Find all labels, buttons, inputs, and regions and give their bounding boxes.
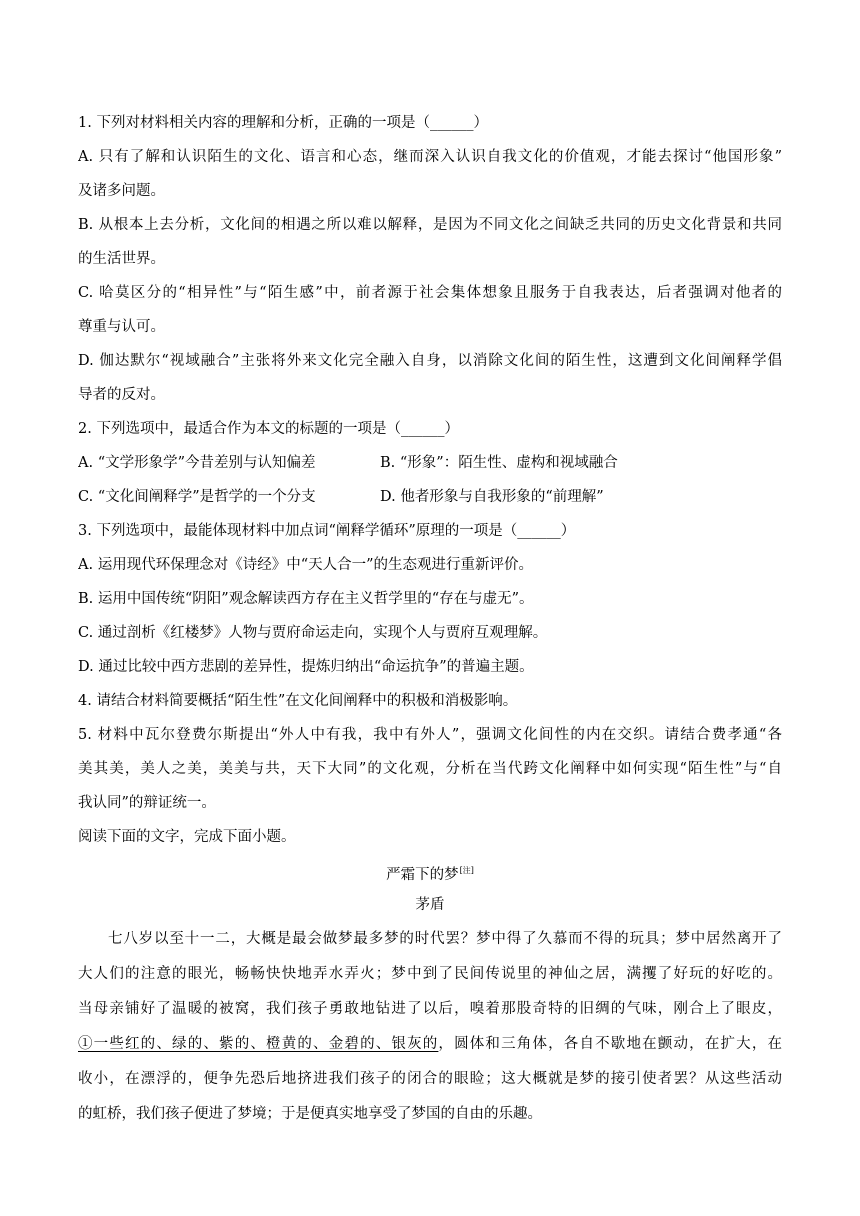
question-2-option-c: C. “文化间阐释学”是哲学的一个分支 [78, 489, 316, 505]
question-3-stem: 3. 下列选项中，最能体现材料中加点词“阐释学循环”原理的一项是（______） [78, 523, 576, 539]
document-content [78, 106, 782, 1132]
essay-paragraph-line-5: 收小，在漂浮的，便争先恐后地挤进我们孩子的闭合的眼睑；这大概就是梦的接引使者罢？从这些活动 [78, 1071, 782, 1087]
question-5-line-1: 5. 材料中瓦尔登费尔斯提出“外人中有我，我中有外人”，强调文化间性的内在交织。请结合费孝通“各 [78, 727, 782, 743]
question-5-line-2: 美其美，美人之美，美美与共，天下大同”的文化观，分析在当代跨文化阐释中如何实现“陌生性”与“自 [78, 761, 782, 777]
question-1-option-b-cont: 的生活世界。 [78, 251, 165, 267]
question-2-option-d: D. 他者形象与自我形象的“前理解” [380, 489, 604, 505]
question-3-option-d: D. 通过比较中西方悲剧的差异性，提炼归纳出“命运抗争”的普遍主题。 [78, 659, 534, 675]
question-1-option-c-cont: 尊重与认可。 [78, 319, 165, 335]
question-1-option-c: C. 哈莫区分的“相异性”与“陌生感”中，前者源于社会集体想象且服务于自我表达，后者强调对他者的 [78, 285, 782, 301]
essay-paragraph-line-3: 当母亲铺好了温暖的被窝，我们孩子勇敢地钻进了以后，嗅着那股奇特的旧绸的气味，刚合上了眼皮， [78, 1001, 782, 1017]
question-2-options-row-1 [78, 446, 782, 480]
essay-paragraph-line-4-rest: ，圆体和三角体，各自不歇地在颤动，在扩大，在 [438, 1036, 782, 1052]
question-2-option-b: B. “形象”：陌生性、虚构和视域融合 [380, 455, 618, 471]
essay-paragraph-line-1: 七八岁以至十一二，大概是最会做梦最多梦的时代罢？梦中得了久慕而不得的玩具；梦中居然离开了 [108, 931, 782, 947]
reading-instruction: 阅读下面的文字，完成下面小题。 [78, 829, 296, 845]
essay-title-footnote-marker: [注] [459, 866, 474, 875]
question-1-option-d: D. 伽达默尔“视域融合”主张将外来文化完全融入自身，以消除文化间的陌生性，这遭到文化间阐释学倡 [78, 353, 782, 369]
question-1-option-d-cont: 导者的反对。 [78, 387, 165, 403]
essay-paragraph-line-6: 的虹桥，我们孩子便进了梦境；于是便真实地享受了梦国的自由的乐趣。 [78, 1106, 542, 1122]
question-1-stem: 1. 下列对材料相关内容的理解和分析，正确的一项是（______） [78, 115, 488, 131]
question-2-option-a: A. “文学形象学”今昔差别与认知偏差 [78, 455, 316, 471]
essay-paragraph-line-4 [78, 1027, 782, 1062]
question-3-option-a: A. 运用现代环保理念对《诗经》中“天人合一”的生态观进行重新评价。 [78, 557, 534, 573]
question-1-option-b: B. 从根本上去分析，文化间的相遇之所以难以解释，是因为不同文化之间缺乏共同的历史文化背景和共同 [78, 217, 782, 233]
question-4-stem: 4. 请结合材料简要概括“陌生性”在文化间阐释中的积极和消极影响。 [78, 693, 518, 709]
essay-paragraph-line-2: 大人们的注意的眼光，畅畅快快地弄水弄火；梦中到了民间传说里的神仙之居，满攫了好玩的好吃的。 [78, 966, 782, 982]
question-1-option-a: A. 只有了解和认识陌生的文化、语言和心态，继而深入认识自我文化的价值观，才能去探讨“他国形象” [78, 149, 782, 165]
essay-title [78, 854, 782, 888]
question-1-option-a-cont: 及诸多问题。 [78, 183, 165, 199]
question-3-option-b: B. 运用中国传统“阴阳”观念解读西方存在主义哲学里的“存在与虚无”。 [78, 591, 534, 607]
essay-title-text: 严霜下的梦 [386, 866, 459, 883]
question-2-options-row-2 [78, 480, 782, 514]
question-3-option-c: C. 通过剖析《红楼梦》人物与贾府命运走向，实现个人与贾府互观理解。 [78, 625, 548, 641]
essay-author: 茅盾 [415, 897, 445, 913]
question-2-stem: 2. 下列选项中，最适合作为本文的标题的一项是（______） [78, 421, 459, 437]
question-5-line-3: 我认同”的辩证统一。 [78, 795, 216, 811]
essay-underlined-sentence-1: ①一些红的、绿的、紫的、橙黄的、金碧的、银灰的 [78, 1036, 439, 1052]
